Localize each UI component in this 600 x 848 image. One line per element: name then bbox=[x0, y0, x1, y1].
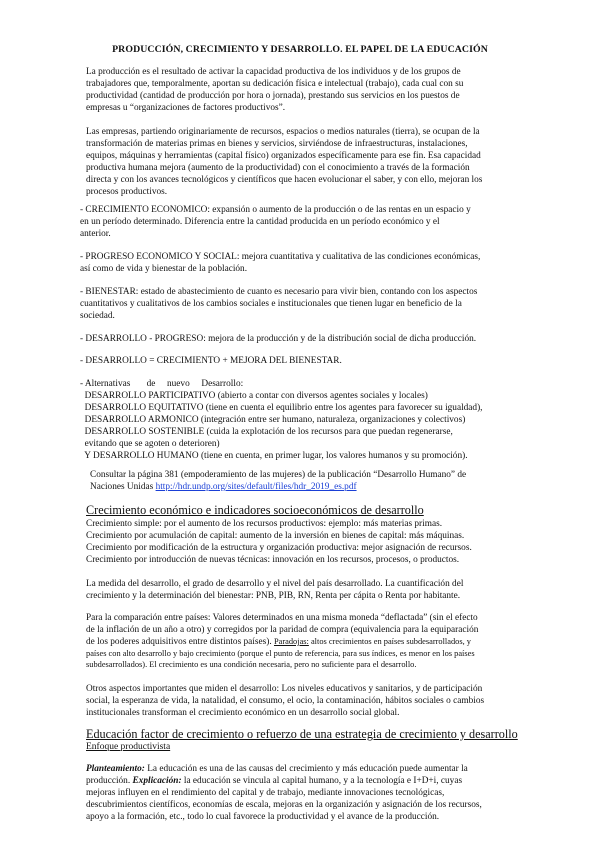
crecimiento-types bbox=[86, 518, 472, 566]
text-line: transformación de materias primas en bienes y servicios, sirviéndose de infraestructuras, instalaciones, bbox=[86, 139, 468, 149]
text-line: Consultar la página 381 (empoderamiento de las mujeres) de la publicación “Desarrollo Humano” de bbox=[90, 470, 467, 480]
text-line: - CRECIMIENTO ECONOMICO: expansión o aumento de la producción o de las rentas en un espacio y bbox=[80, 205, 471, 215]
text-line bbox=[90, 481, 466, 493]
text-line: países con alto desarrollo y bajo crecimiento (porque el punto de referencia, para sus índices, es menor en los países bbox=[86, 649, 475, 658]
educacion-paragraph bbox=[86, 763, 482, 823]
intro-paragraph-1 bbox=[86, 66, 463, 114]
text-line: Para la comparación entre países: Valores determinados en una misma moneda “deflactada” (sin el efecto bbox=[86, 613, 478, 623]
text-line bbox=[86, 636, 478, 648]
text-line: anterior. bbox=[80, 229, 111, 239]
text-line: subdesarrollados). El crecimiento es una condición necesaria, pero no suficiente para el desarrollo. bbox=[86, 660, 417, 669]
other-aspects-paragraph bbox=[86, 683, 484, 719]
consult-prefix: Naciones Unidas bbox=[90, 482, 156, 492]
text-line: crecimiento y la determinación del bienestar: PNB, PIB, RN, Renta per cápita o Renta por habitante. bbox=[86, 591, 461, 601]
text-line: social, la esperanza de vida, la natalidad, el consumo, el ocio, la contaminación, hábitos sociales o cambios bbox=[86, 696, 485, 706]
definition-desarrollo-progreso bbox=[80, 333, 476, 345]
text-line: DESARROLLO EQUITATIVO (tiene en cuenta el equilibrio entre los agentes para favorecer su igualdad), bbox=[80, 403, 483, 413]
section-heading-educacion: Educación factor de crecimiento o refuerzo de una estrategia de crecimiento y desarrollo bbox=[86, 727, 518, 741]
text-line: en un período determinado. Diferencia entre la cantidad producida en un período económico y el bbox=[80, 217, 440, 227]
compare-tail: de los poderes adquisitivos entre distintos países). bbox=[86, 637, 272, 647]
text-line: de la inflación de un año a otro) y corregidos por la paridad de compra (equivalencia para la equiparación bbox=[86, 625, 479, 635]
text-line: empresas u “organizaciones de factores productivos”. bbox=[86, 103, 286, 113]
text-line: equipos, máquinas y herramientas (capital físico) organizados específicamente para ese fin. Esa capacidad bbox=[86, 151, 481, 161]
explicacion-text: la educación se vincula al capital humano, y a la tecnología e I+D+i, cuyas bbox=[181, 776, 463, 786]
text-line: productiva humana mejora (aumento de la productividad) con el conocimiento a través de la formación bbox=[86, 163, 470, 173]
text-line: Crecimiento por acumulación de capital: aumento de la inversión en bienes de capital: más máquinas. bbox=[86, 531, 465, 541]
text-line: DESARROLLO ARMONICO (integración entre ser humano, naturaleza, organizaciones y colectivos) bbox=[80, 415, 466, 425]
text-line bbox=[86, 763, 482, 775]
consult-note bbox=[90, 469, 466, 493]
definition-bienestar bbox=[80, 286, 477, 322]
text-line: Crecimiento por introducción de nuevas técnicas: innovación en los recursos, procesos, o productos. bbox=[86, 555, 460, 565]
document-title: PRODUCCIÓN, CRECIMIENTO Y DESARROLLO. EL PAPEL DE LA EDUCACIÓN bbox=[112, 44, 488, 55]
text-line: apoyo a la formación, etc., todo lo cual favorece la productividad y el avance de la producción. bbox=[86, 812, 440, 822]
text-line: Las empresas, partiendo originariamente de recursos, espacios o medios naturales (tierra), se ocupan de la bbox=[86, 127, 480, 137]
text-line: procesos productivos. bbox=[86, 187, 168, 197]
paradox-first: altos crecimientos en países subdesarrollados, y bbox=[308, 637, 471, 646]
compare-paragraph bbox=[86, 612, 478, 648]
paradox-label: Paradojas: bbox=[273, 637, 309, 646]
text-line: DESARROLLO PARTICIPATIVO (abierto a contar con diversos agentes sociales y locales) bbox=[80, 391, 428, 401]
definition-progreso bbox=[80, 251, 480, 275]
text-line: Otros aspectos importantes que miden el desarrollo: Los niveles educativos y sanitarios, y de participación bbox=[86, 684, 483, 694]
hdr-report-link[interactable]: http://hdr.undp.org/sites/default/files/hdr_2019_es.pdf bbox=[155, 482, 357, 492]
definition-desarrollo-formula bbox=[80, 355, 342, 367]
planteamiento-label: Planteamiento: bbox=[86, 764, 145, 774]
text-line: DESARROLLO SOSTENIBLE (cuida la explotación de los recursos para que puedan regenerarse, bbox=[80, 427, 453, 437]
planteamiento-text: La educación es una de las causas del crecimiento y más educación puede aumentar la bbox=[144, 764, 468, 774]
text-line: sociedad. bbox=[80, 311, 115, 321]
text-line: trabajadores que, temporalmente, aportan su dedicación física e intelectual (trabajo), cada cual con su bbox=[86, 79, 464, 89]
subheading-enfoque: Enfoque productivista bbox=[86, 742, 171, 752]
text-line: institucionales transforman el crecimiento económico en un desarrollo social global. bbox=[86, 708, 400, 718]
alternativas-list bbox=[80, 378, 483, 462]
text-line: evitando que se agoten o deterioren) bbox=[80, 439, 220, 449]
intro-paragraph-2 bbox=[86, 126, 482, 198]
explicacion-label: Explicación: bbox=[132, 776, 182, 786]
text-line: productividad (cantidad de producción por hora o jornada), prestando sus servicios en los puestos de bbox=[86, 91, 460, 101]
paradox-paragraph bbox=[86, 648, 475, 670]
text-line bbox=[86, 775, 482, 787]
text-line: - Alternativas de nuevo Desarrollo: bbox=[80, 379, 244, 389]
produccion-prefix: producción. bbox=[86, 776, 133, 786]
text-line: - BIENESTAR: estado de abastecimiento de cuanto es necesario para vivir bien, contando con los aspectos bbox=[80, 287, 478, 297]
text-line: - PROGRESO ECONOMICO Y SOCIAL: mejora cuantitativa y cualitativa de las condiciones económicas, bbox=[80, 252, 481, 262]
measure-paragraph bbox=[86, 578, 463, 602]
text-line: mejoras influyen en el rendimiento del capital y de trabajo, mediante innovaciones tecnológicas, bbox=[86, 788, 445, 798]
text-line: - DESARROLLO - PROGRESO: mejora de la producción y de la distribución social de dicha producción. bbox=[80, 334, 477, 344]
text-line: cuantitativos y cualitativos de los cambios sociales e institucionales que tienen lugar en beneficio de la bbox=[80, 299, 462, 309]
text-line: Crecimiento simple: por el aumento de los recursos productivos: ejemplo: más materias primas. bbox=[86, 519, 443, 529]
text-line: La medida del desarrollo, el grado de desarrollo y el nivel del país desarrollado. La cuantificación del bbox=[86, 579, 464, 589]
text-line: así como de vida y bienestar de la población. bbox=[80, 264, 248, 274]
text-line: La producción es el resultado de activar la capacidad productiva de los individuos y de los grupos de bbox=[86, 67, 461, 77]
text-line: descubrimientos científicos, economías de escala, mejoras en la organización y asignación de los recursos, bbox=[86, 800, 482, 810]
text-line: Y DESARROLLO HUMANO (tiene en cuenta, en primer lugar, los valores humanos y su promoción). bbox=[80, 451, 468, 461]
text-line: directa y con los avances tecnológicos y científicos que hacen evolucionar el saber, y con ello, mejoran los bbox=[86, 175, 483, 185]
text-line: - DESARROLLO = CRECIMIENTO + MEJORA DEL BIENESTAR. bbox=[80, 356, 342, 366]
text-line: Crecimiento por modificación de la estructura y organización productiva: mejor asignación de recursos. bbox=[86, 543, 472, 553]
section-heading-crecimiento: Crecimiento económico e indicadores socioeconómicos de desarrollo bbox=[86, 503, 424, 517]
definition-crecimiento bbox=[80, 204, 471, 240]
